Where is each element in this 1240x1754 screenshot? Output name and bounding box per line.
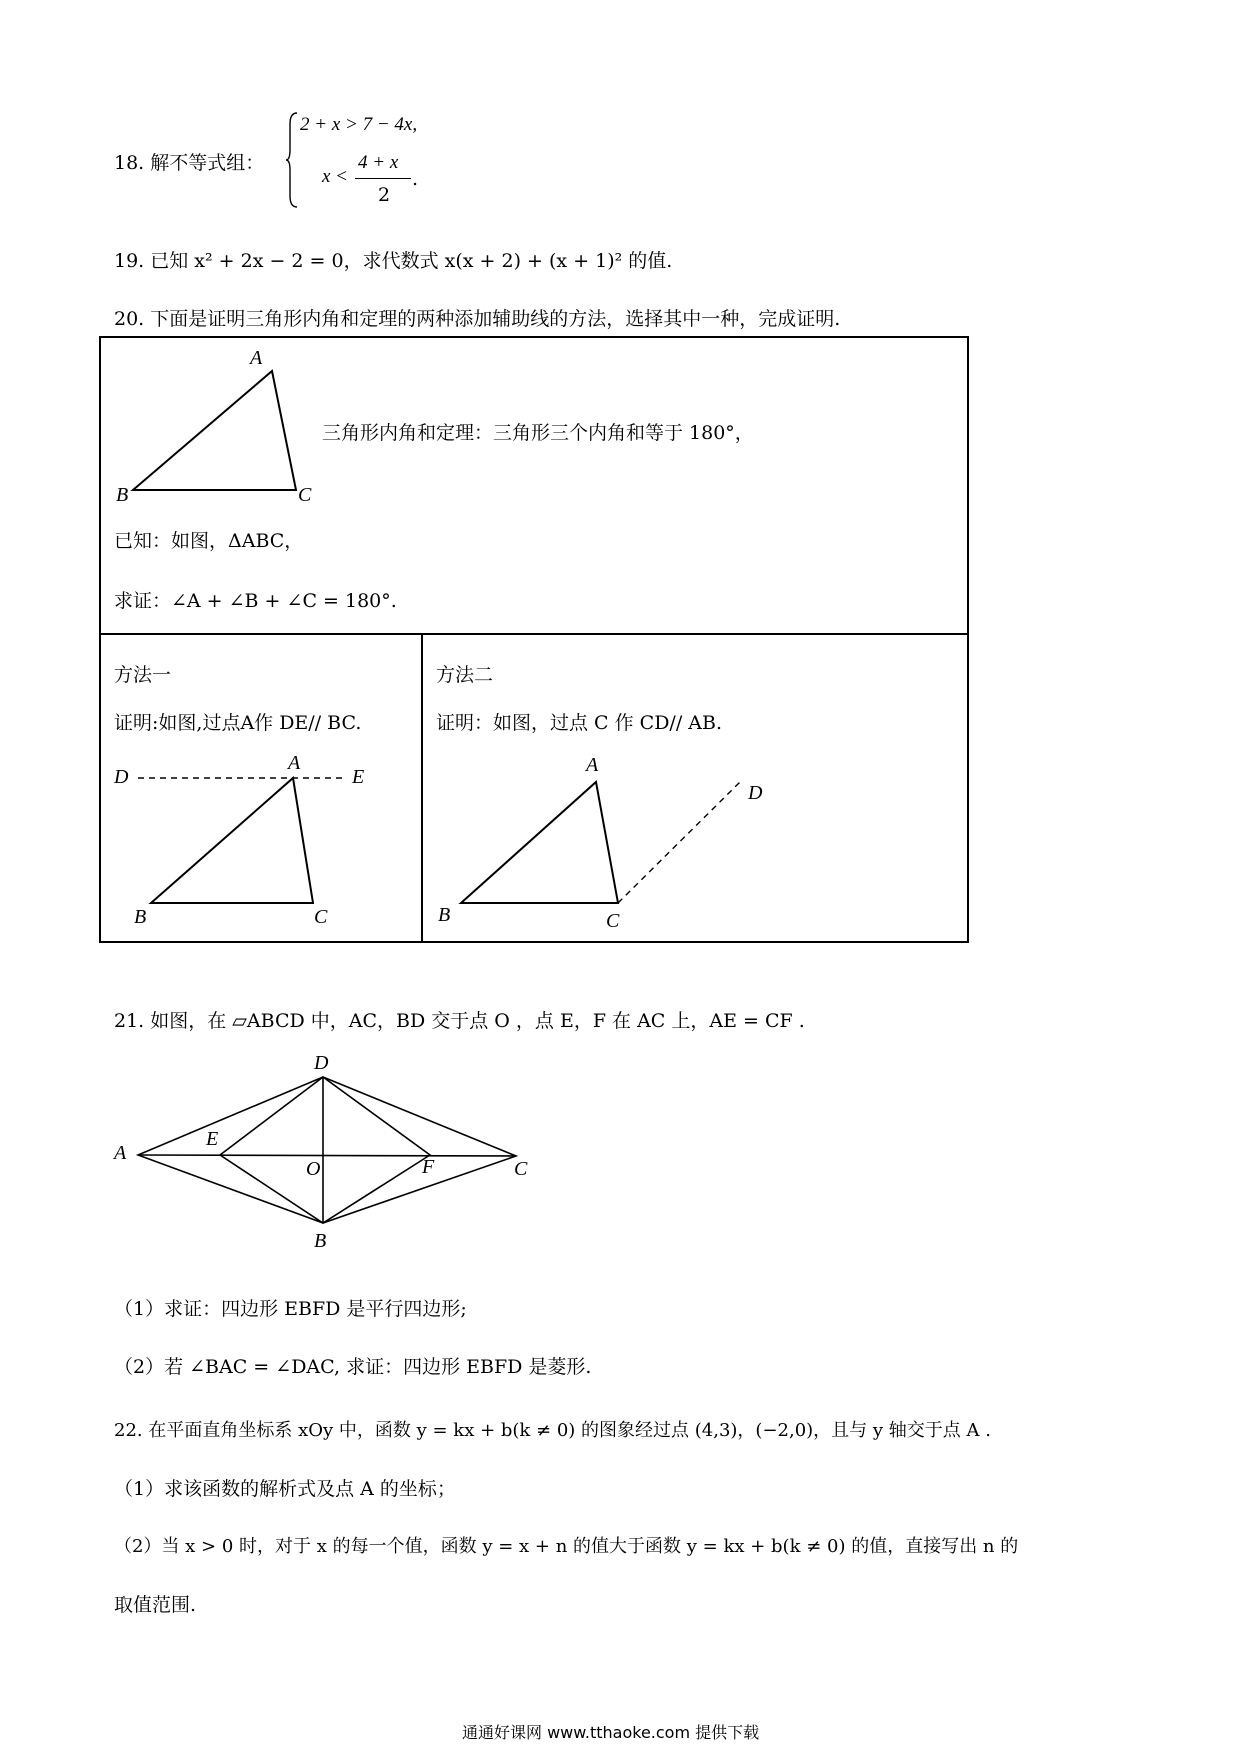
q21-label-a: A bbox=[114, 1142, 127, 1164]
q22-text: 22. 在平面直角坐标系 xOy 中，函数 y = kx + b(k ≠ 0) 的图象经过点 (4,3)，(−2,0)，且与 y 轴交于点 A . bbox=[114, 1420, 991, 1441]
m1-label-b: B bbox=[134, 906, 147, 928]
q20-label-b: B bbox=[116, 484, 129, 506]
m1-title: 方法一 bbox=[114, 664, 172, 686]
q20-text: 20. 下面是证明三角形内角和定理的两种添加辅助线的方法，选择其中一种，完成证明. bbox=[114, 308, 841, 330]
footer-text: 通通好课网 www.tthaoke.com 提供下载 bbox=[462, 1723, 760, 1742]
m1-label-e: E bbox=[352, 766, 365, 788]
q21-diag-ac bbox=[138, 1155, 516, 1156]
q21-outline bbox=[138, 1077, 516, 1223]
q20-theorem: 三角形内角和定理：三角形三个内角和等于 180°， bbox=[322, 422, 754, 444]
q21-part2: （2）若 ∠BAC = ∠DAC, 求证：四边形 EBFD 是菱形. bbox=[114, 1356, 592, 1378]
q20-label-a: A bbox=[250, 347, 263, 369]
m2-label-d: D bbox=[748, 782, 763, 804]
m2-label-a: A bbox=[586, 754, 599, 776]
q18-line2-left: x < bbox=[322, 166, 349, 187]
q21-part1: （1）求证：四边形 EBFD 是平行四边形; bbox=[114, 1298, 467, 1320]
q19-text: 19. 已知 x² + 2x − 2 = 0，求代数式 x(x + 2) + (x + 1)² 的值. bbox=[114, 250, 673, 272]
q21-label-f: F bbox=[422, 1156, 435, 1178]
q21-label-b: B bbox=[314, 1230, 327, 1252]
q18-line2-end: . bbox=[412, 168, 419, 190]
m2-label-b: B bbox=[438, 904, 451, 926]
q22-part1: （1）求该函数的解析式及点 A 的坐标； bbox=[114, 1478, 456, 1500]
m1-label-c: C bbox=[314, 906, 328, 928]
q21-text: 21. 如图，在 ▱ABCD 中，AC，BD 交于点 O ，点 E，F 在 AC 上，AE = CF . bbox=[114, 1010, 805, 1032]
q18-label: 18. 解不等式组： bbox=[114, 152, 265, 174]
q18-frac-den: 2 bbox=[378, 184, 391, 206]
m2-label-c: C bbox=[606, 910, 620, 932]
q20-label-c: C bbox=[298, 484, 312, 506]
m2-text: 证明：如图，过点 C 作 CD// AB. bbox=[436, 712, 722, 734]
q21-label-c: C bbox=[514, 1158, 528, 1180]
q22-part2-cont: 取值范围. bbox=[114, 1594, 197, 1616]
q18-line1: 2 + x > 7 − 4x, bbox=[300, 114, 418, 135]
q20-known: 已知：如图，ΔABC， bbox=[114, 530, 304, 552]
q21-label-o: O bbox=[306, 1158, 321, 1180]
m1-label-d: D bbox=[114, 766, 129, 788]
q18-frac-num: 4 + x bbox=[358, 152, 399, 173]
q22-part2: （2）当 x > 0 时，对于 x 的每一个值，函数 y = x + n 的值大于函数 y = kx + b(k ≠ 0) 的值，直接写出 n 的 bbox=[114, 1536, 1019, 1557]
m1-text: 证明:如图,过点A作 DE// BC. bbox=[114, 712, 362, 734]
q21-label-d: D bbox=[314, 1052, 329, 1074]
m1-label-a: A bbox=[288, 752, 301, 774]
q20-prove: 求证：∠A + ∠B + ∠C = 180°. bbox=[114, 590, 397, 612]
q21-label-e: E bbox=[206, 1128, 219, 1150]
q21-ebfd bbox=[220, 1077, 430, 1223]
m2-title: 方法二 bbox=[436, 664, 494, 686]
